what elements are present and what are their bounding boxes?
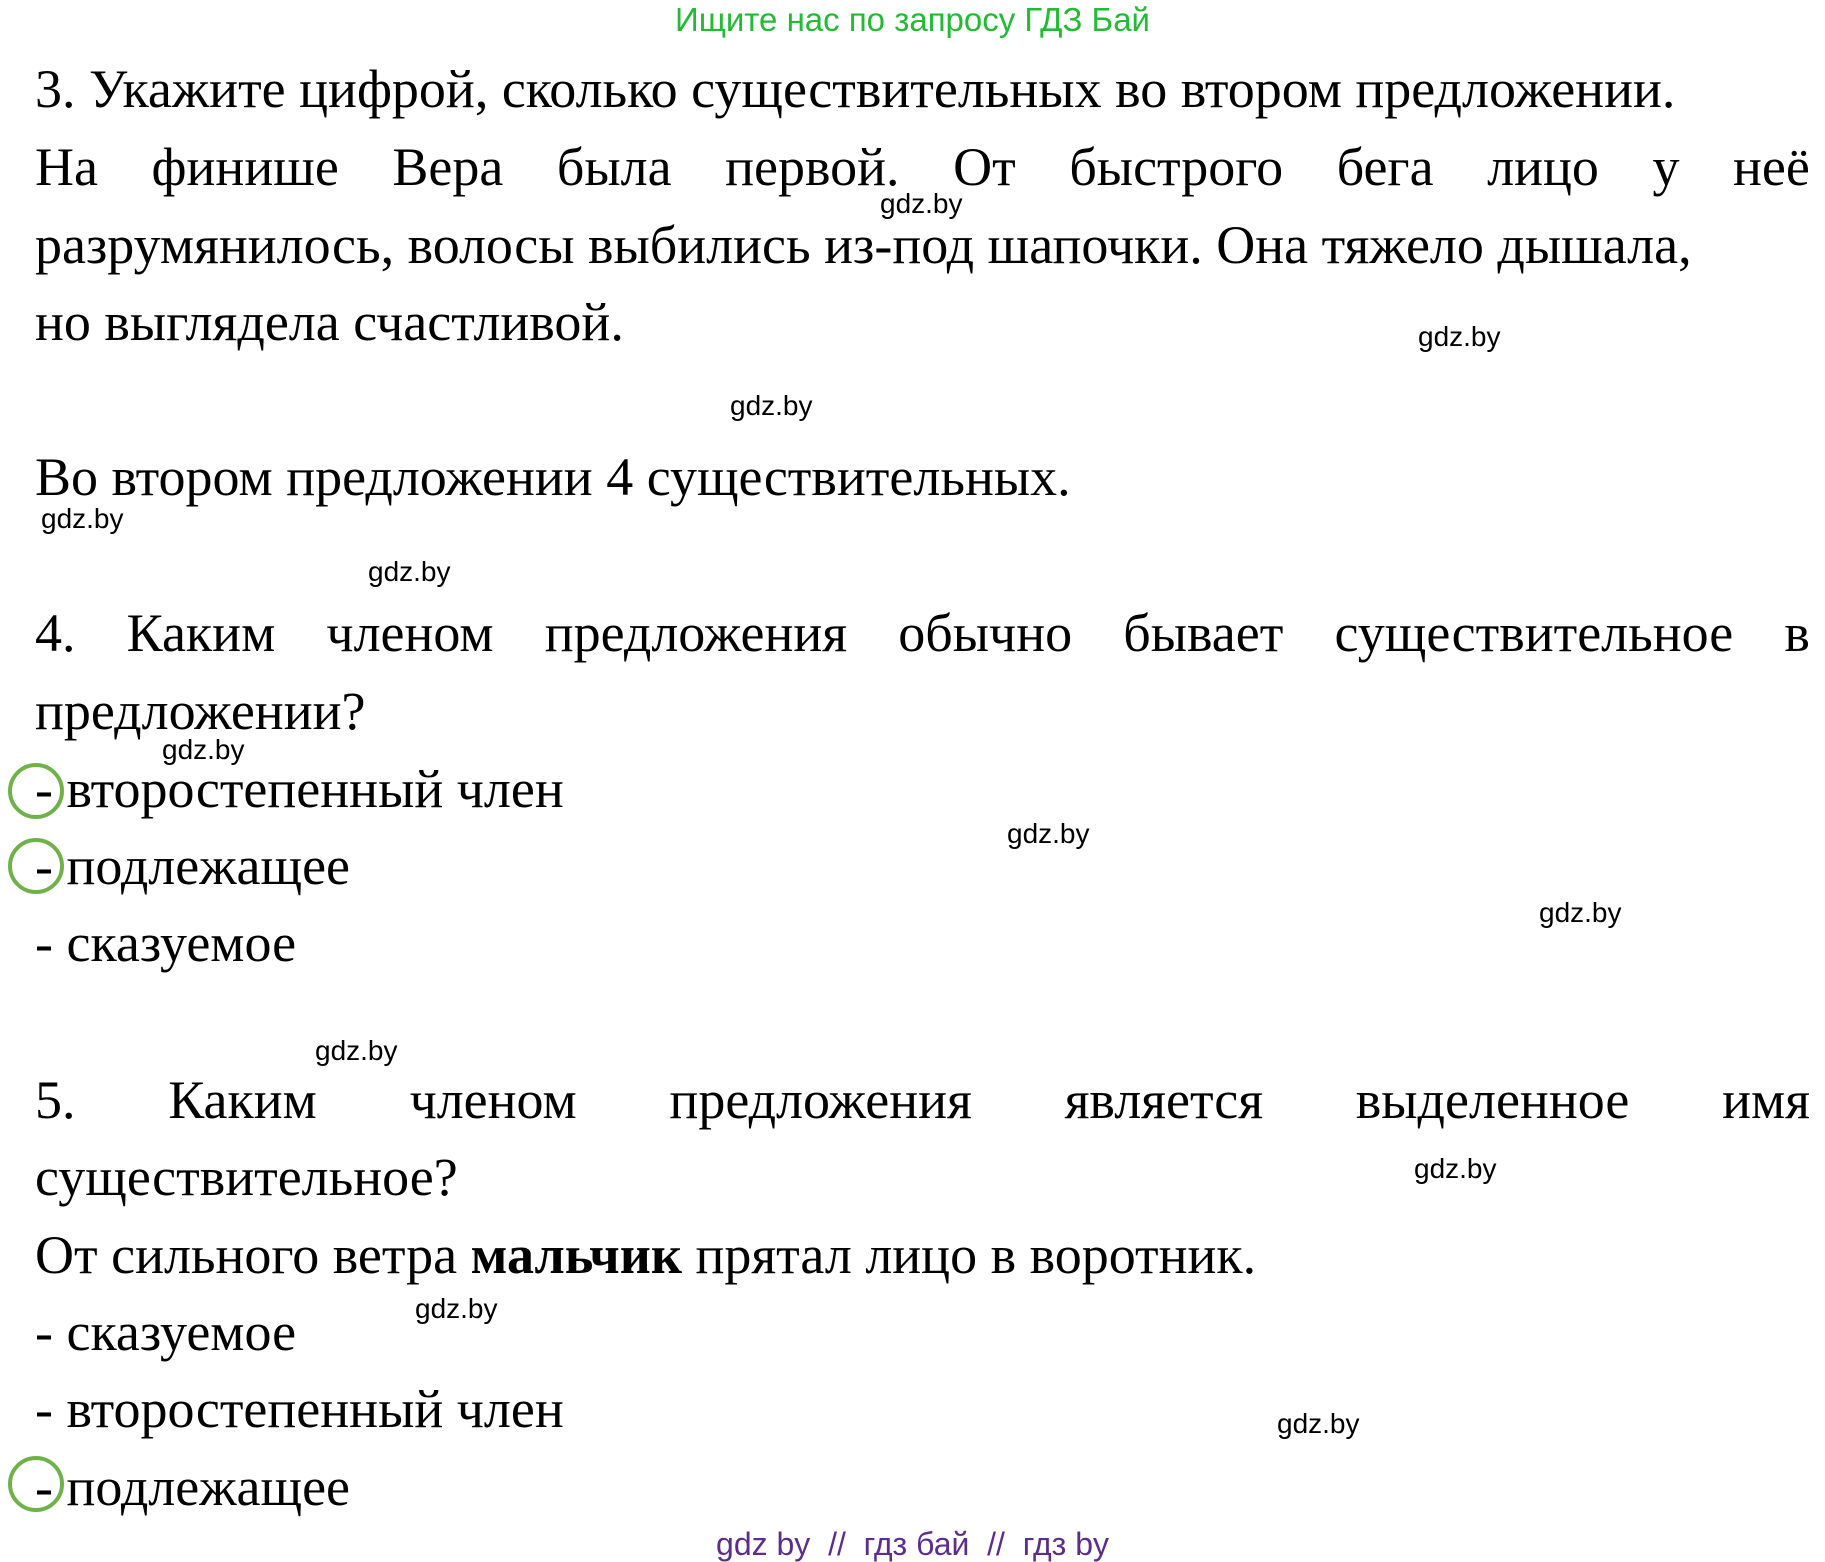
footer-watermark: gdz by // гдз бай // гдз by [716,1526,1109,1562]
task4-option-2-selected-circle [8,838,64,894]
task5-option-3: - подлежащее [35,1457,351,1517]
task4-question-word: членом [326,603,494,663]
task3-word: быстрого [1069,137,1284,197]
task4-option-3: - сказуемое [35,913,297,973]
watermark: gdz.by [315,1035,398,1066]
watermark: gdz.by [730,390,813,421]
task5-question-word: Каким [168,1070,317,1130]
task4-question-word: предложения [544,603,848,663]
task4-question-word: в [1784,603,1810,663]
task4-question-word: 4. [35,603,76,663]
task5-option-1: - сказуемое [35,1302,297,1362]
task5-question-line1 [35,1064,1810,1136]
watermark: gdz.by [1277,1408,1360,1439]
header-search-link[interactable]: Ищите нас по запросу ГДЗ Бай [675,1,1150,38]
task5-highlighted-noun: мальчик [470,1225,682,1285]
task4-question-line2: предложении? [35,681,366,741]
task5-sentence [35,1219,1810,1291]
task3-question: 3. Укажите цифрой, сколько существительных во втором предложении. [35,59,1676,119]
task3-word: неё [1733,137,1810,197]
task5-option-2: - второстепенный член [35,1379,564,1439]
task5-sentence-after: прятал лицо в воротник. [681,1225,1257,1285]
task5-question-word: является [1064,1070,1264,1130]
watermark: gdz.by [1414,1153,1497,1184]
watermark: gdz.by [162,734,245,765]
task5-question-word: 5. [35,1070,76,1130]
task4-question-word: бывает [1123,603,1284,663]
task4-option-1-selected-circle [8,763,64,819]
watermark: gdz.by [368,556,451,587]
task3-word: От [953,137,1016,197]
task3-word: финише [151,137,339,197]
task4-question-line1 [35,597,1810,669]
watermark: gdz.by [1418,321,1501,352]
task5-option-3-selected-circle [8,1456,64,1512]
task3-word: первой. [725,137,900,197]
task4-question-word: существительное [1334,603,1734,663]
watermark: gdz.by [1539,897,1622,928]
watermark: gdz.by [41,503,124,534]
watermark: gdz.by [415,1293,498,1324]
watermark: gdz.by [1007,818,1090,849]
task4-option-1: - второстепенный член [35,759,564,819]
task5-question-word: выделенное [1355,1070,1630,1130]
task5-sentence-before: От сильного ветра [35,1225,471,1285]
task5-question-word: предложения [669,1070,972,1130]
task3-word: Вера [392,137,504,197]
task3-word: бега [1336,137,1434,197]
task5-question-line2: существительное? [35,1147,458,1207]
task3-answer: Во втором предложении 4 существительных. [35,447,1071,507]
task4-question-word: Каким [126,603,276,663]
task4-option-2: - подлежащее [35,836,351,896]
task3-word: На [35,137,98,197]
task3-text-line3: но выглядела счастливой. [35,292,624,352]
task3-text-line2: разрумянилось, волосы выбились из-под шапочки. Она тяжело дышала, [35,215,1692,275]
task5-question-word: членом [409,1070,577,1130]
task3-word: у [1652,137,1680,197]
task4-question-word: обычно [898,603,1073,663]
task3-word: лицо [1487,137,1599,197]
watermark: gdz.by [880,188,963,219]
task5-question-word: имя [1722,1070,1810,1130]
task3-word: была [556,137,672,197]
